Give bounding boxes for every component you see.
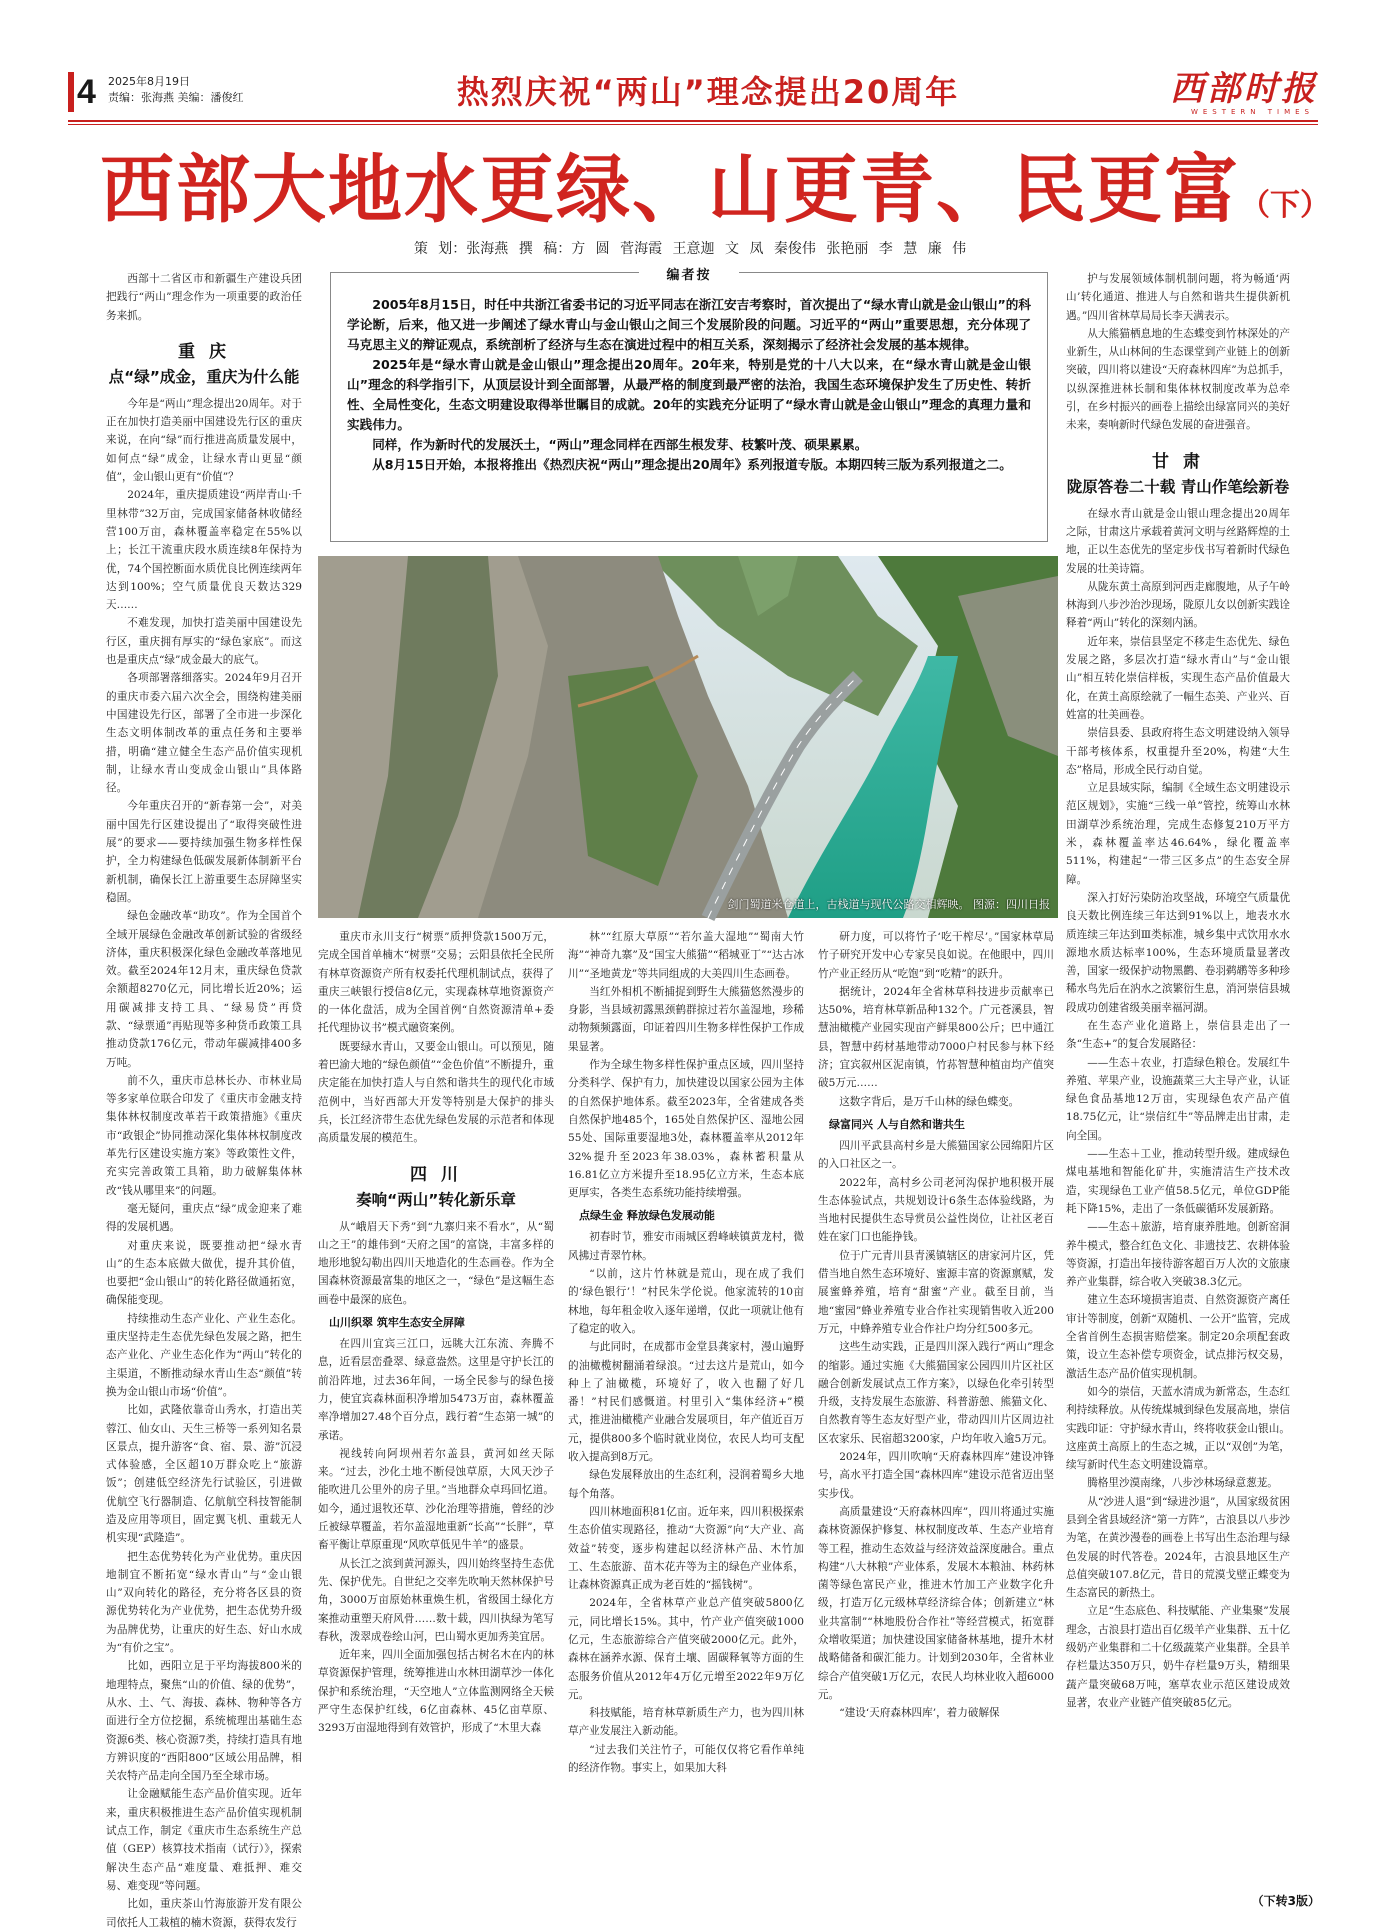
header-rule bbox=[68, 120, 1318, 122]
continue-note: （下转3版） bbox=[1251, 1894, 1320, 1908]
body-paragraph: 近年来，崇信县坚定不移走生态优先、绿色发展之路，多层次打造“绿水青山”与“金山银山”相互转化崇信样板，实现生态产品价值最大化，在黄土高原绘就了一幅生态美、产业兴、百姓富的壮美画卷。 bbox=[1066, 635, 1290, 721]
page-number: 4 bbox=[68, 72, 90, 112]
gorge-illustration bbox=[318, 556, 1058, 918]
page-header bbox=[68, 70, 1318, 118]
body-paragraph: ——生态＋农业，打造绿色粮仓。发展红牛养殖、苹果产业，设施蔬菜三大主导产业，认证绿色食品基地12万亩，实现绿色农产品产值18.75亿元，让“崇信红牛”等品牌走出甘肃，走向全国。 bbox=[1066, 1056, 1290, 1142]
subsection-title: 点绿生金 释放绿色发展动能 bbox=[579, 1209, 715, 1223]
editor-note bbox=[330, 268, 1048, 542]
body-paragraph: 让金融赋能生态产品价值实现。近年来，重庆积极推进生态产品价值实现机制试点工作，制定《重庆市生态系统生产总值（GEP）核算技术指南（试行）》，探索解决生态产品“难度量、难抵押、难交易、难变现”等问题。 bbox=[106, 1788, 302, 1892]
body-paragraph: 比如，西阳立足于平均海拔800米的地理特点，聚焦“山的价值、绿的优势”，从水、土、气、海拔、森林、物种等各方面进行全方位挖掘，系统梳理出基础生态资源6类、核心资源7类，持续打造具有地方辨识度的“西阳800”区域公用品牌，相关农特产品走向全国乃至全球市场。 bbox=[106, 1660, 302, 1783]
body-paragraph: 作为全球生物多样性保护重点区域，四川坚持分类科学、保护有力，加快建设以国家公园为主体的自然保护地体系。截至2023年，全省建成各类自然保护地485个，165处自然保护区、湿地公园55处、国际重要湿地3处，森林覆盖率从2012年32%提升至2023年38.03%，森林蓄积量从16.81亿立方米提升至18.95亿立方米，生态本底更厚实，各类生态系统功能持续增强。 bbox=[568, 1059, 804, 1200]
editor-note-paragraph: 2025年是“绿水青山就是金山银山”理念提出20周年。20年来，特别是党的十八大以来，在“绿水青山就是金山银山”理念的科学指引下，从顶层设计到全面部署，从最严格的制度到最严密的法治，我国生态环境保护发生了历史性、转折性、全局性变化，生态文明建设取得举世瞩目的成就。20年的实践充分证明了“绿水青山就是金山银山”理念的真理力量和实践伟力。 bbox=[347, 357, 1031, 432]
body-paragraph: ——生态＋工业，推动转型升级。建成绿色煤电基地和智能化矿井，实施清洁生产技术改造，实现绿色工业产值58.5亿元，单位GDP能耗下降15%，走出了一条低碳循环发展新路。 bbox=[1066, 1148, 1290, 1215]
column-body bbox=[1066, 505, 1290, 1713]
column-body bbox=[318, 1218, 554, 1309]
landscape-photo bbox=[318, 556, 1058, 918]
body-paragraph: 2024年，全省林草产业总产值突破5800亿元，同比增长15%。其中，竹产业产值突破1000亿元，生态旅游综合产值突破2000亿元。此外，森林在涵养水源、保育土壤、固碳释氧等方面的生态服务价值从2012年4万亿元增至2022年9万亿元。 bbox=[568, 1597, 804, 1701]
body-paragraph: 视线转向阿坝州若尔盖县，黄河如丝天际来。“过去，沙化土地不断侵蚀草原，大风天沙子能吹进几公里外的房子里。”当地群众卓玛回忆道。如今，通过退牧还草、沙化治理等措施，曾经的沙丘被绿草覆盖，若尔盖湿地重新“长高”“长胖”，草畜平衡让草原重现“风吹草低见牛羊”的盛景。 bbox=[318, 1447, 554, 1552]
column-body-top bbox=[318, 928, 554, 1148]
section-subtitle: 奏响“两山”转化新乐章 bbox=[356, 1190, 516, 1209]
body-paragraph: “过去我们关注竹子，可能仅仅将它看作单纯的经济作物。事实上，如果加大科 bbox=[568, 1743, 804, 1775]
body-paragraph: 既要绿水青山，又要金山银山。可以预见，随着巴渝大地的“绿色颜值”“金色价值”不断提升，重庆定能在加快打造人与自然和谐共生的现代化市域范例中，当好西部大开发等特别是大保护的排头兵，长江经济带生态优先绿色发展的示范者和体现高质量发展的模范生。 bbox=[318, 1040, 554, 1145]
headline-text: 西部大地水更绿、山更青、民更富 bbox=[100, 147, 1240, 233]
body-paragraph: 重庆市永川支行“树票”质押贷款1500万元，完成全国首单楠木“树票”交易；云阳县依托全民所有林草资源资产所有权委托代理机制试点，获得了重庆三峡银行授信8亿元，实现森林草地资源资产的一体化盘活，成为全国首例“自然资源清单+委托代理协议书”模式融资案例。 bbox=[318, 931, 554, 1035]
newspaper-logo-sub: WESTERN TIMES bbox=[1190, 108, 1314, 116]
body-paragraph: 四川平武县高村乡是大熊猫国家公园绵阳片区的入口社区之一。 bbox=[818, 1139, 1054, 1171]
body-paragraph: 四川林地面积81亿亩。近年来，四川积极探索生态价值实现路径，推动“大资源”向“大产业、高效益”转变，逐步构建起以经济林产品、木竹加工、生态旅游、苗木花卉等为主的绿色产业体系，让森林资源真正成为老百姓的“摇钱树”。 bbox=[568, 1505, 804, 1592]
body-paragraph: 护与发展领域体制机制问题，将为畅通‘两山’转化通道、推进人与自然和谐共生提供新机遇。”四川省林草局局长李天满表示。 bbox=[1066, 273, 1290, 322]
body-paragraph: 林”“红原大草原”“若尔盖大湿地”“蜀南大竹海”“神奇九寨”及“国宝大熊猫”“稻城亚丁”“达古冰川”“圣地黄龙”等共同组成的大美四川生态画卷。 bbox=[568, 931, 804, 980]
body-paragraph: 立足县域实际，编制《全域生态文明建设示范区规划》，实施“三线一单”管控，统筹山水林田湖草沙系统治理，完成生态修复210万平方米，森林覆盖率达46.64%，绿化覆盖率511%，构建起“一带三区多点”的生态安全屏障。 bbox=[1066, 782, 1290, 886]
newspaper-logo: 西部时报 bbox=[1170, 69, 1318, 109]
body-paragraph: 建立生态环境损害追责、自然资源资产离任审计等制度，创新“双随机、一公开”监管，完成全省首例生态损害赔偿案。制定20余项配套政策，设立生态补偿专项资金，试点排污权交易，激活生态产品价值实现机制。 bbox=[1066, 1294, 1290, 1380]
body-paragraph: 比如，重庆茶山竹海旅游开发有限公司依托人工栽植的楠木资源，获得农发行 bbox=[106, 1898, 302, 1929]
body-paragraph: ——生态＋旅游，培育康养胜地。创新窑洞养牛模式，整合红色文化、非遗技艺、农耕体验等资源，打造出年接待游客超百万人次的文旅康养产业集群，综合收入突破38.3亿元。 bbox=[1066, 1221, 1290, 1289]
body-paragraph: 从大熊猫栖息地的生态蝶变到竹林深处的产业新生，从山林间的生态课堂到产业链上的创新突破，四川将以建设“天府森林四库”为总抓手，以纵深推进林长制和集体林权制度改革为总牵引，在乡村振兴的画卷上描绘出绿富同兴的美好未来，奏响新时代绿色发展的奋进强音。 bbox=[1066, 327, 1290, 432]
section-title: 重 庆 bbox=[178, 341, 230, 362]
body-paragraph: 立足“生态底色、科技赋能、产业集聚”发展理念，古浪县打造出百亿级羊产业集群、五十亿级奶产业集群和二十亿级蔬菜产业集群。全县羊存栏量达350万只，奶牛存栏量9万头，精细果蔬产量突破68万吨，塞草农业示范区建设成效显著，农业产业链产值突破85亿元。 bbox=[1066, 1605, 1290, 1709]
body-paragraph: 初春时节，雅安市雨城区碧峰峡镇黄龙村，微风拂过青翠竹林。 bbox=[568, 1231, 804, 1262]
body-paragraph: 从“峨眉天下秀”到“九寨归来不看水”，从“蜀山之王”的雄伟到“天府之国”的富饶，丰富多样的地形地貌勾勒出四川天地造化的生态画卷。作为全国森林资源最富集的地区之一，“绿色”是这幅生态画卷中最深的底色。 bbox=[318, 1220, 554, 1306]
body-paragraph: 绿色发展释放出的生态红利，浸润着蜀乡大地每个角落。 bbox=[568, 1469, 804, 1500]
body-paragraph: 腾格里沙漠南缘，八步沙林场绿意葱茏。 bbox=[1087, 1477, 1278, 1490]
headline-part: （下） bbox=[1240, 188, 1330, 223]
body-paragraph: 不难发现，加快打造美丽中国建设先行区，重庆拥有厚实的“绿色家底”。而这也是重庆点“绿”成金最大的底气。 bbox=[106, 617, 302, 667]
column-body-b bbox=[818, 1137, 1054, 1723]
section-subtitle: 点“绿”成金，重庆为什么能 bbox=[108, 367, 300, 386]
body-paragraph: 崇信县委、县政府将生态文明建设纳入领导干部考核体系，权重提升至20%，构建“大生态”格局，形成全民行动自觉。 bbox=[1066, 727, 1290, 776]
photo-caption: 剑门蜀道米仓道上，古栈道与现代公路交相辉映。 图源：四川日报 bbox=[727, 898, 1050, 911]
body-paragraph: 研力度，可以将竹子‘吃干榨尽’。”国家林草局竹子研究开发中心专家吴良如说。在他眼中，四川竹产业正经历从“吃饱”到“吃精”的跃升。 bbox=[818, 931, 1054, 980]
column-sichuan-1 bbox=[318, 928, 554, 1890]
body-paragraph: 今年重庆召开的“新春第一会”，对美丽中国先行区建设提出了“取得突破性进展”的要求——要持续加强生物多样性保护，全力构建绿色低碳发展新体制新平台新机制，确保长江上游重要生态屏障坚实稳固。 bbox=[106, 800, 302, 904]
column-chongqing bbox=[106, 270, 302, 1929]
body-paragraph: 毫无疑问，重庆点“绿”成金迎来了难得的发展机遇。 bbox=[106, 1202, 302, 1234]
body-paragraph: 今年是“两山”理念提出20周年。对于正在加快打造美丽中国建设先行区的重庆来说，在向“绿”而行推进高质量发展中，如何点“绿”成金，让绿水青山更显“颜值”，金山银山更有“价值”？ bbox=[106, 397, 302, 484]
body-paragraph: 位于广元青川县青溪镇辖区的唐家河片区，凭借当地自然生态环境好、蜜源丰富的资源禀赋，发展蜜蜂养殖，培育“甜蜜”产业。截至目前，当地“蜜园”蜂业养殖专业合作社实现销售收入近200万元，中蜂养殖专业合作社户均分红500多元。 bbox=[818, 1249, 1054, 1335]
body-paragraph: 科技赋能，培育林草新质生产力，也为四川林草产业发展注入新动能。 bbox=[568, 1707, 804, 1738]
section-title: 四 川 bbox=[410, 1164, 462, 1185]
body-paragraph: 从“沙进人退”到“绿进沙退”，从国家级贫困县到全省县域经济“第一方阵”，古浪县以八步沙为笔，在黄沙漫卷的画卷上书写出生态治理与绿色发展的时代答卷。2024年，古浪县地区生产总值突破107.8亿元，昔日的荒漠戈壁正蝶变为生态富民的新热土。 bbox=[1066, 1495, 1290, 1600]
body-paragraph: “以前，这片竹林就是荒山，现在成了我们的‘绿色银行’！”村民朱学伦说。他家流转的10亩林地，每年租金收入逐年递增，仅此一项就让他有了稳定的收入。 bbox=[568, 1268, 804, 1335]
body-paragraph: 2022年，高村乡公司老河沟保护地积极开展生态体验试点，共规划设计6条生态体验线路，为当地村民提供生态导赏员公益性岗位，让社区老百姓在家门口也能挣钱。 bbox=[818, 1176, 1054, 1244]
body-paragraph: 在生态产业化道路上，崇信县走出了一条“生态+”的复合发展路径： bbox=[1066, 1019, 1290, 1051]
issue-meta bbox=[108, 74, 244, 106]
body-paragraph: 比如，武隆依靠奇山秀水，打造出芙蓉江、仙女山、天生三桥等一系列知名景区景点，提升游客“食、宿、景、游”沉浸式体验感，全区超10万群众吃上“旅游饭”；创建低空经济先行试验区，引进做优航空飞行器制造、亿航航空科技智能制造及应用等项目，固定翼飞机、重载无人机实现“武隆造”。 bbox=[106, 1404, 302, 1545]
body-paragraph: 与此同时，在成都市金堂县龚家村，漫山遍野的油橄榄树翻涌着绿浪。“过去这片是荒山，如今种上了油橄榄，环境好了，收入也翻了好几番！”村民们感慨道。村里引入“集体经济+”模式，推进油橄榄产业融合发展项目，年产值近百万元，提供800多个临时就业岗位，农民人均可支配收入提高到8万元。 bbox=[568, 1341, 804, 1464]
credits-line: 策 划：张海燕 撰 稿：方 圆 菅海霞 王意迦 文 凤 秦俊伟 张艳丽 李 慧 廉 伟 bbox=[413, 241, 967, 257]
body-paragraph: 持续推动生态产业化、产业生态化。重庆坚持走生态优先绿色发展之路，把生态产业化、产业生态化作为“两山”转化的主渠道，不断推动绿水青山生态“颜值”转换为金山银山市场“价值”。 bbox=[106, 1312, 302, 1398]
subsection-title: 绿富同兴 人与自然和谐共生 bbox=[829, 1117, 965, 1131]
editor-note-paragraph: 从8月15日开始，本报将推出《热烈庆祝“两山”理念提出20周年》系列报道专版。本期四转三版为系列报道之二。 bbox=[372, 457, 1012, 472]
header-rule-thin bbox=[68, 124, 1318, 125]
section-title: 甘 肃 bbox=[1152, 451, 1204, 472]
editor-note-paragraph: 同样，作为新时代的发展沃土，“两山”理念同样在西部生根发芽、枝繁叶茂、硕果累累。 bbox=[372, 437, 868, 452]
body-paragraph: 各项部署落细落实。2024年9月召开的重庆市委六届六次全会，围绕构建美丽中国建设先行区，部署了全市进一步深化生态文明体制改革的重点任务和主要举措，明确“建立健全生态产品价值实现机制，让绿水青山变成金山银山”具体路径。 bbox=[106, 672, 302, 795]
column-sichuan-3 bbox=[818, 928, 1054, 1890]
column-gansu bbox=[1066, 270, 1290, 1884]
body-paragraph: 这数字背后，是万千山林的绿色蝶变。 bbox=[839, 1095, 1020, 1108]
section-head-chongqing bbox=[106, 339, 302, 389]
body-paragraph: 2024年，四川吹响“天府森林四库”建设冲锋号，高水平打造全国“森林四库”建设示范省迈出坚实步伐。 bbox=[818, 1451, 1054, 1500]
column-body-top bbox=[1066, 270, 1290, 435]
body-paragraph: 高质量建设“天府森林四库”，四川将通过实施森林资源保护修复、林权制度改革、生态产业培育等工程，推动生态效益与经济效益深度融合。重点构建“八大林粮”产业体系，发展木本粮油、林药林菌等绿色富民产业，推进木竹加工产业数字化升级，打造万亿元级林草经济综合体；创新建立“林业共富制”“林地股份合作社”等经营模式，拓宽群众增收渠道；加快建设国家储备林基地，提升木材战略储备和碳汇能力。计划到2030年，全省林业综合产值突破1万亿元，农民人均林业收入超6000元。 bbox=[818, 1505, 1054, 1701]
body-paragraph: 把生态优势转化为产业优势。重庆因地制宜不断拓宽“绿水青山”与“金山银山”双向转化的路径，充分将各区县的资源优势转化为产业优势，把生态优势升级为品牌优势，让重庆的好生态、好山水成为“有价之宝”。 bbox=[106, 1550, 302, 1655]
body-paragraph: 深入打好污染防治攻坚战，环境空气质量优良天数比例连续三年达到91%以上，地表水水质连续三年达到Ⅲ类标准，城乡集中式饮用水水源地水质达标率100%，生态环境质量显著改善，国家一级保护动物黑鹳、卷羽鹈鹕等多种珍稀水鸟先后在汭水之滨繁衍生息，消河崇信县城段成功创建省级美丽幸福河湖。 bbox=[1066, 891, 1290, 1014]
section-head-gansu bbox=[1066, 449, 1290, 499]
column-body-b bbox=[568, 1228, 804, 1777]
section-subtitle: 陇原答卷二十载 青山作笔绘新卷 bbox=[1066, 477, 1290, 496]
body-paragraph: 近年来，四川全面加强包括古树名木在内的林草资源保护管理，统筹推进山水林田湖草沙一体化保护和系统治理，“天空地人”立体监测网络全天候严守生态保护红线，6亿亩森林、45亿亩草原、3293万亩湿地得到有效管护，形成了“木里大森 bbox=[318, 1649, 554, 1735]
body-paragraph: “建设‘天府森林四库’，着力破解保 bbox=[839, 1707, 1000, 1720]
editors-line: 责编：张海燕 美编：潘俊红 bbox=[108, 91, 244, 104]
body-paragraph: 绿色金融改革“助攻”。作为全国首个全域开展绿色金融改革创新试验的省级经济体，重庆积极深化绿色金融改革落地见效。截至2024年12月末，重庆绿色贷款余额超8270亿元，同比增长近20%；运用碳减排支持工具、“绿易贷”再贷款、“绿票通”再贴现等多种货币政策工具推动贷款176亿元，带动年碳减排400多万吨。 bbox=[106, 910, 302, 1069]
body-paragraph: 在绿水青山就是金山银山理念提出20周年之际，甘肃这片承载着黄河文明与丝路辉煌的土地，正以生态优先的坚定步伐书写着新时代绿色发展的壮美诗篇。 bbox=[1066, 507, 1290, 575]
body-paragraph: 前不久，重庆市总林长办、市林业局等多家单位联合印发了《重庆市金融支持集体林权制度改革若干政策措施》《重庆市“政银企”协同推动深化集体林权制度改革先行区建设实施方案》等政策性文件，充实完善政策工具箱，助力破解集体林改“钱从哪里来”的问题。 bbox=[106, 1074, 302, 1197]
section-head-sichuan bbox=[318, 1162, 554, 1212]
body-paragraph: 2024年，重庆提质建设“两岸青山·千里林带”32万亩，完成国家储备林收储经营100万亩，森林覆盖率稳定在55%以上；长江干流重庆段水质连续8年保持为优，74个国控断面水质优良比例连续两年达到100%；空气质量优良天数达329天…… bbox=[106, 489, 302, 612]
body-paragraph: 当红外相机不断捕捉到野生大熊猫悠然漫步的身影，当县域初露黑颈鹤群掠过若尔盖湿地，珍稀动物频频露面，印证着四川生物多样性保护工作成果显著。 bbox=[568, 985, 804, 1053]
editor-note-paragraph: 2005年8月15日，时任中共浙江省委书记的习近平同志在浙江安吉考察时，首次提出了“绿水青山就是金山银山”的科学论断，后来，他又进一步阐述了绿水青山与金山银山之间三个发展阶段的问题。习近平的“两山”重要思想，充分体现了马克思主义的辩证观点，系统剖析了经济与生态在演进过程中的相互关系，深刻揭示了经济社会发展的基本规律。 bbox=[347, 297, 1031, 352]
column-body bbox=[568, 928, 804, 1202]
column-body bbox=[818, 928, 1054, 1111]
editor-note-title: 编者按 bbox=[639, 264, 739, 283]
body-paragraph: 这些生动实践，正是四川深入践行“两山”理念的缩影。通过实施《大熊猫国家公园四川片区社区融合创新发展试点工作方案》，以绿色化牵引转型升级，支持发展生态旅游、科普游憩、熊猫文化、自然教育等生态友好型产业，带动四川片区周边社区农家乐、民宿超3200家，户均年收入逾5万元。 bbox=[818, 1341, 1054, 1445]
issue-date: 2025年8月19日 bbox=[108, 75, 190, 88]
subsection-title: 山川织翠 筑牢生态安全屏障 bbox=[329, 1316, 465, 1330]
intro-paragraph: 西部十二省区市和新疆生产建设兵团把践行“两山”理念作为一项重要的政治任务来抓。 bbox=[106, 273, 302, 322]
main-headline bbox=[100, 144, 1330, 252]
body-paragraph: 对重庆来说，既要推动把“绿水青山”的生态本底做大做优，提升其价值，也要把“金山银山”的转化路径做通拓宽，确保能变现。 bbox=[106, 1239, 302, 1307]
body-paragraph: 据统计，2024年全省林草科技进步贡献率已达50%，培育林草新品种132个。广元苍溪县，智慧油橄榄产业园实现亩产鲜果800公斤；巴中通江县，智慧中药材基地带动7000户村民参与林下经济；宜宾叙州区泥南镇，竹荪智慧种植亩均产值突破5万元…… bbox=[818, 985, 1054, 1090]
column-body-b bbox=[318, 1335, 554, 1738]
body-paragraph: 从陇东黄土高原到河西走廊腹地，从子午岭林海到八步沙治沙现场，陇原儿女以创新实践诠释着“两山”转化的深刻内涵。 bbox=[1066, 580, 1290, 630]
body-paragraph: 从长江之滨到黄河源头，四川始终坚持生态优先、保护优先。自世纪之交率先吹响天然林保护号角，3000万亩原始林重焕生机，省级国土绿化方案推动重塑天府风骨……数十载，四川执绿为笔写春秋，泼翠成卷绘山河，巴山蜀水更加秀美宜居。 bbox=[318, 1557, 554, 1643]
series-title: 热烈庆祝“两山”理念提出20周年 bbox=[456, 73, 960, 111]
body-paragraph: 在四川宜宾三江口，远眺大江东流、奔腾不息，近看层峦叠翠、绿意盎然。这里是守护长江的前沿阵地，过去36年间，一场全民参与的绿色接力，使宜宾森林面积净增加5473万亩，森林覆盖率净增加27.48个百分点，践行着“生态第一城”的承诺。 bbox=[318, 1338, 554, 1442]
column-body bbox=[106, 395, 302, 1932]
column-sichuan-2 bbox=[568, 928, 804, 1890]
body-paragraph: 如今的崇信，天蓝水清成为新常态，生态红利持续释放。从传统煤城到绿色发展高地，崇信实践印证：守护绿水青山，终将收获金山银山。这座黄土高原上的生态之城，正以“双创”为笔，续写新时代生态文明建设篇章。 bbox=[1066, 1385, 1290, 1472]
